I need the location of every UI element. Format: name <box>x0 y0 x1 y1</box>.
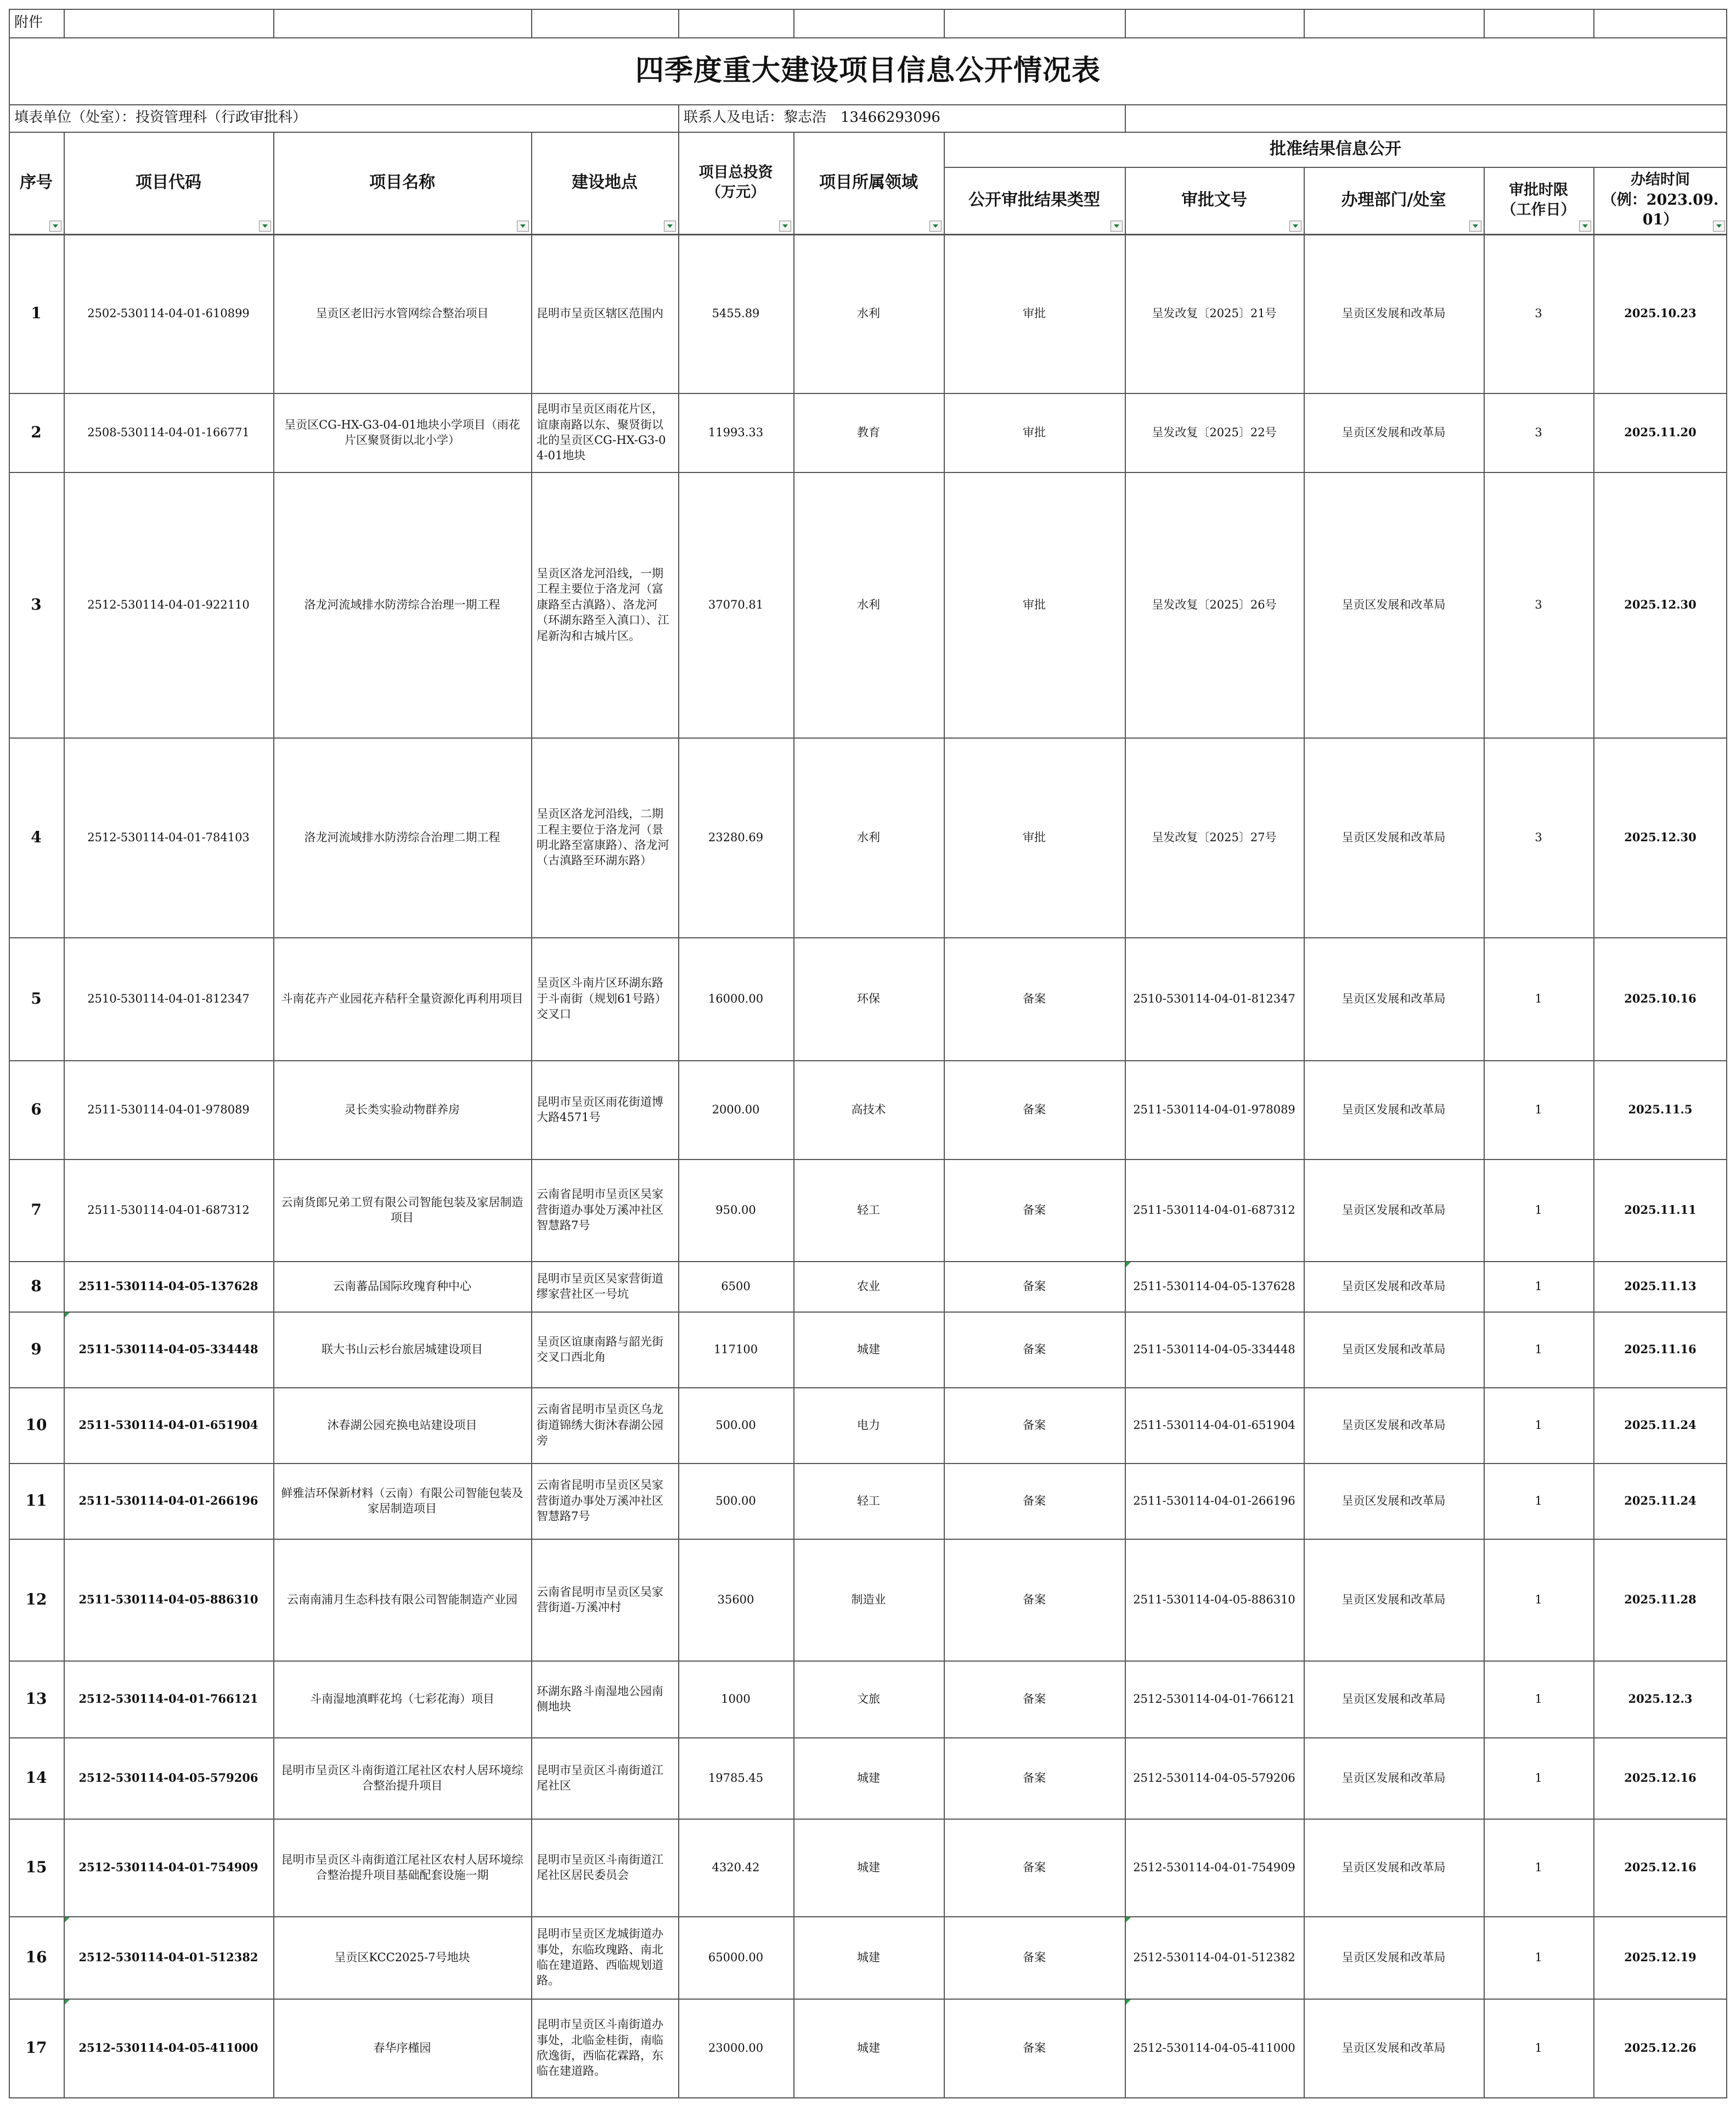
grid-line <box>9 104 1727 105</box>
approval-time-limit: 1 <box>1535 1102 1542 1116</box>
construction-site: 呈贡区斗南片区环湖东路于斗南街（规划61号路）交叉口 <box>537 976 667 1021</box>
filter-dropdown-icon[interactable] <box>929 221 942 232</box>
handling-dept: 呈贡区发展和改革局 <box>1342 1342 1446 1356</box>
column-header: 公开审批结果类型 <box>968 190 1100 210</box>
approval-time-limit: 1 <box>1535 1342 1542 1356</box>
grid-line <box>9 37 1727 38</box>
grid-line <box>1125 104 1126 132</box>
grid-line <box>531 234 532 2097</box>
spreadsheet <box>9 9 1727 2096</box>
result-type: 备案 <box>1023 992 1046 1005</box>
project-code: 2512-530114-04-01-766121 <box>78 1691 258 1706</box>
grid-line <box>1726 37 1727 104</box>
grid-line <box>9 37 10 104</box>
handling-dept: 呈贡区发展和改革局 <box>1342 1950 1446 1964</box>
approval-time-limit: 1 <box>1535 1771 1542 1785</box>
result-type: 审批 <box>1023 598 1046 611</box>
total-investment: 19785.45 <box>708 1771 764 1785</box>
result-type: 备案 <box>1023 1494 1046 1507</box>
project-code: 2512-530114-04-01-784103 <box>87 830 250 844</box>
grid-line <box>678 104 679 132</box>
grid-line <box>1484 9 1485 37</box>
result-type: 备案 <box>1023 1342 1046 1356</box>
row-number: 7 <box>31 1201 42 1219</box>
project-field: 农业 <box>857 1279 880 1293</box>
row-number: 15 <box>25 1858 47 1877</box>
handling-dept: 呈贡区发展和改革局 <box>1342 1592 1446 1606</box>
filter-dropdown-icon[interactable] <box>664 221 676 232</box>
column-header: 项目总投资 （万元） <box>698 164 773 201</box>
project-name: 洛龙河流域排水防涝综合治理二期工程 <box>304 830 500 844</box>
row-number: 14 <box>25 1769 47 1787</box>
approval-doc-no: 呈发改复〔2025〕26号 <box>1152 598 1277 611</box>
construction-site: 呈贡区洛龙河沿线，二期工程主要位于洛龙河（景明北路至富康路）、洛龙河（古滇路至环湖东路） <box>537 807 669 868</box>
project-name: 洛龙河流域排水防涝综合治理一期工程 <box>304 598 500 611</box>
project-code: 2510-530114-04-01-812347 <box>87 992 250 1005</box>
handling-dept: 呈贡区发展和改革局 <box>1342 1102 1446 1116</box>
grid-line <box>1726 9 1727 37</box>
result-type: 备案 <box>1023 1203 1046 1217</box>
approval-doc-no: 呈发改复〔2025〕21号 <box>1152 306 1277 320</box>
approval-doc-no: 2511-530114-04-01-687312 <box>1133 1203 1295 1217</box>
approval-time-limit: 1 <box>1535 1692 1542 1706</box>
grid-line <box>1304 9 1305 37</box>
project-field: 水利 <box>857 830 880 844</box>
construction-site: 昆明市呈贡区斗南街道江尾社区 <box>537 1763 663 1792</box>
approval-time-limit: 3 <box>1535 830 1542 844</box>
completion-date: 2025.11.24 <box>1624 1493 1696 1507</box>
construction-site: 昆明市呈贡区雨花片区，谊康南路以东、聚贤街以北的呈贡区CG-HX-G3-04-01地块 <box>537 402 666 463</box>
project-code: 2512-530114-04-01-754909 <box>78 1860 258 1874</box>
result-type: 备案 <box>1023 2041 1046 2055</box>
completion-date: 2025.11.13 <box>1624 1279 1696 1293</box>
approval-doc-no: 呈发改复〔2025〕22号 <box>1152 425 1277 439</box>
completion-date: 2025.11.28 <box>1624 1592 1696 1606</box>
grid-line <box>944 234 945 2097</box>
cell-indicator-icon <box>65 1917 70 1922</box>
grid-line <box>1125 234 1126 2097</box>
handling-dept: 呈贡区发展和改革局 <box>1342 425 1446 439</box>
cell-indicator-icon <box>65 2000 70 2005</box>
approval-doc-no: 2511-530114-04-05-137628 <box>1133 1279 1295 1293</box>
project-field: 城建 <box>857 2041 880 2055</box>
result-type: 审批 <box>1023 830 1046 844</box>
filter-dropdown-icon[interactable] <box>259 221 271 232</box>
project-field: 高技术 <box>851 1102 886 1116</box>
filter-dropdown-icon[interactable] <box>517 221 529 232</box>
filter-dropdown-icon[interactable] <box>779 221 791 232</box>
column-header: 项目所属领域 <box>819 172 918 192</box>
construction-site: 呈贡区洛龙河沿线，一期工程主要位于洛龙河（富康路至古滇路）、洛龙河（环湖东路至入滇口）、江尾新沟和古城片区。 <box>537 567 669 643</box>
total-investment: 2000.00 <box>712 1102 760 1116</box>
result-type: 审批 <box>1023 306 1046 320</box>
project-name: 呈贡区CG-HX-G3-04-01地块小学项目（雨花片区聚贤街以北小学） <box>284 418 520 447</box>
result-type: 备案 <box>1023 1102 1046 1116</box>
handling-dept: 呈贡区发展和改革局 <box>1342 1418 1446 1432</box>
project-name: 云南货郎兄弟工贸有限公司智能包装及家居制造项目 <box>281 1195 523 1224</box>
project-code: 2508-530114-04-01-166771 <box>87 425 250 439</box>
row-number: 6 <box>31 1100 42 1119</box>
total-investment: 6500 <box>721 1279 751 1293</box>
row-number: 12 <box>25 1590 47 1609</box>
result-type: 备案 <box>1023 1692 1046 1706</box>
project-field: 制造业 <box>851 1592 886 1606</box>
project-name: 春华序槿园 <box>373 2041 431 2055</box>
cell-indicator-icon <box>1126 2000 1131 2005</box>
approval-doc-no: 2510-530114-04-01-812347 <box>1133 992 1295 1005</box>
column-header: 项目代码 <box>136 172 201 192</box>
approval-doc-no: 2512-530114-04-05-579206 <box>1133 1771 1295 1785</box>
completion-date: 2025.12.16 <box>1624 1860 1696 1874</box>
cell-indicator-icon <box>65 1313 70 1318</box>
grid-line <box>531 9 532 37</box>
grid-line <box>1726 234 1727 2097</box>
cell-indicator-icon <box>1126 1917 1131 1922</box>
grid-line <box>1593 234 1594 2097</box>
completion-date: 2025.12.16 <box>1624 1770 1696 1785</box>
project-field: 城建 <box>857 1771 880 1785</box>
handling-dept: 呈贡区发展和改革局 <box>1342 992 1446 1005</box>
construction-site: 昆明市呈贡区斗南街道江尾社区居民委员会 <box>537 1853 663 1882</box>
approval-time-limit: 1 <box>1535 1950 1542 1964</box>
grid-line <box>678 234 679 2097</box>
handling-dept: 呈贡区发展和改革局 <box>1342 2041 1446 2055</box>
result-type: 审批 <box>1023 425 1046 439</box>
filter-dropdown-icon[interactable] <box>1289 221 1301 232</box>
approval-time-limit: 3 <box>1535 425 1542 439</box>
approval-time-limit: 1 <box>1535 1203 1542 1217</box>
project-code: 2512-530114-04-01-922110 <box>87 598 250 611</box>
total-investment: 37070.81 <box>708 598 764 611</box>
total-investment: 23280.69 <box>708 830 764 844</box>
handling-dept: 呈贡区发展和改革局 <box>1342 1279 1446 1293</box>
construction-site: 云南省昆明市呈贡区吴家营街道办事处万溪冲社区智慧路7号 <box>537 1478 663 1523</box>
total-investment: 4320.42 <box>712 1860 760 1874</box>
column-header: 建设地点 <box>572 172 638 192</box>
grid-line <box>1484 234 1485 2097</box>
row-number: 1 <box>31 304 42 323</box>
row-number: 5 <box>31 989 42 1008</box>
approval-time-limit: 1 <box>1535 992 1542 1005</box>
project-field: 城建 <box>857 1860 880 1874</box>
filter-dropdown-icon[interactable] <box>1469 221 1481 232</box>
approval-time-limit: 1 <box>1535 1279 1542 1293</box>
grid-line <box>273 9 274 37</box>
handling-dept: 呈贡区发展和改革局 <box>1342 830 1446 844</box>
project-field: 城建 <box>857 1950 880 1964</box>
grid-line <box>944 9 945 37</box>
row-number: 13 <box>25 1690 47 1708</box>
construction-site: 昆明市呈贡区雨花街道博大路4571号 <box>537 1095 663 1124</box>
total-investment: 23000.00 <box>708 2041 764 2055</box>
handling-dept: 呈贡区发展和改革局 <box>1342 1203 1446 1217</box>
approval-time-limit: 1 <box>1535 1860 1542 1874</box>
total-investment: 500.00 <box>715 1418 756 1432</box>
project-code: 2511-530114-04-01-651904 <box>78 1417 258 1432</box>
grid-line <box>9 9 10 37</box>
total-investment: 11993.33 <box>708 425 764 439</box>
column-header: 办结时间 （例：2023.09.01） <box>1602 171 1719 229</box>
approval-time-limit: 3 <box>1535 306 1542 320</box>
completion-date: 2025.11.11 <box>1624 1202 1696 1217</box>
grid-line <box>273 234 274 2097</box>
completion-date: 2025.12.30 <box>1624 830 1696 844</box>
group-header: 批准结果信息公开 <box>1270 139 1401 159</box>
grid-line <box>9 104 10 132</box>
approval-doc-no: 2511-530114-04-01-978089 <box>1133 1102 1295 1116</box>
completion-date: 2025.11.24 <box>1624 1417 1696 1432</box>
project-name: 斗南花卉产业园花卉秸秆全量资源化再利用项目 <box>281 992 523 1005</box>
approval-doc-no: 2512-530114-04-01-512382 <box>1133 1950 1295 1964</box>
approval-doc-no: 呈发改复〔2025〕27号 <box>1152 830 1277 844</box>
result-type: 备案 <box>1023 1592 1046 1606</box>
table-title: 四季度重大建设项目信息公开情况表 <box>635 53 1101 87</box>
grid-line <box>793 234 794 2097</box>
row-number: 3 <box>31 595 42 614</box>
total-investment: 65000.00 <box>708 1950 764 1964</box>
total-investment: 5455.89 <box>712 306 760 320</box>
grid-line <box>9 9 1727 10</box>
project-code: 2511-530114-04-01-978089 <box>87 1102 250 1116</box>
approval-time-limit: 3 <box>1535 598 1542 611</box>
project-name: 昆明市呈贡区斗南街道江尾社区农村人居环境综合整治提升项目基础配套设施一期 <box>281 1853 523 1882</box>
grid-line <box>793 9 794 37</box>
column-header: 序号 <box>20 172 53 192</box>
filter-dropdown-icon[interactable] <box>49 221 61 232</box>
project-code: 2512-530114-04-05-579206 <box>78 1770 258 1785</box>
approval-doc-no: 2511-530114-04-05-334448 <box>1133 1342 1295 1356</box>
project-field: 城建 <box>857 1342 880 1356</box>
project-name: 灵长类实验动物群养房 <box>345 1102 460 1116</box>
project-code: 2511-530114-04-05-137628 <box>78 1279 258 1293</box>
project-code: 2511-530114-04-05-886310 <box>78 1592 258 1606</box>
row-number: 17 <box>25 2039 47 2057</box>
total-investment: 500.00 <box>715 1494 756 1507</box>
result-type: 备案 <box>1023 1279 1046 1293</box>
completion-date: 2025.12.19 <box>1624 1950 1696 1964</box>
project-code: 2502-530114-04-01-610899 <box>87 306 250 320</box>
handling-dept: 呈贡区发展和改革局 <box>1342 306 1446 320</box>
completion-date: 2025.12.30 <box>1624 597 1696 611</box>
row-number: 16 <box>25 1948 47 1967</box>
completion-date: 2025.11.20 <box>1624 425 1696 439</box>
project-name: 呈贡区KCC2025-7号地块 <box>334 1950 470 1964</box>
total-investment: 950.00 <box>715 1203 756 1217</box>
total-investment: 16000.00 <box>708 992 764 1005</box>
project-name: 斗南湿地滇畔花坞（七彩花海）项目 <box>310 1692 494 1706</box>
approval-time-limit: 1 <box>1535 1418 1542 1432</box>
construction-site: 云南省昆明市呈贡区吴家营街道办事处万溪冲社区智慧路7号 <box>537 1187 663 1232</box>
total-investment: 1000 <box>721 1692 751 1706</box>
handling-dept: 呈贡区发展和改革局 <box>1342 598 1446 611</box>
handling-dept: 呈贡区发展和改革局 <box>1342 1860 1446 1874</box>
completion-date: 2025.11.5 <box>1628 1102 1693 1116</box>
grid-line <box>64 9 65 37</box>
grid-line <box>64 234 65 2097</box>
construction-site: 云南省昆明市呈贡区吴家营街道-万溪冲村 <box>537 1585 663 1614</box>
filter-dropdown-icon[interactable] <box>1579 221 1591 232</box>
handling-dept: 呈贡区发展和改革局 <box>1342 1771 1446 1785</box>
project-name: 呈贡区老旧污水管网综合整治项目 <box>315 306 489 320</box>
project-name: 联大书山云杉台旅居城建设项目 <box>322 1342 483 1356</box>
project-field: 水利 <box>857 306 880 320</box>
completion-date: 2025.12.26 <box>1624 2040 1696 2055</box>
total-investment: 35600 <box>717 1592 754 1606</box>
column-header: 审批时限 （工作日） <box>1501 181 1576 218</box>
approval-time-limit: 1 <box>1535 1494 1542 1507</box>
grid-line <box>1304 234 1305 2097</box>
grid-line <box>1125 9 1126 37</box>
project-field: 文旅 <box>857 1692 880 1706</box>
construction-site: 昆明市呈贡区辖区范围内 <box>537 306 663 320</box>
contact-info: 联系人及电话：黎志浩 13466293096 <box>684 109 940 126</box>
project-name: 云南南浦月生态科技有限公司智能制造产业园 <box>287 1592 517 1606</box>
construction-site: 昆明市呈贡区龙城街道办事处，东临玫瑰路、南北临在建道路、西临规划道路。 <box>537 1927 663 1988</box>
handling-dept: 呈贡区发展和改革局 <box>1342 1494 1446 1507</box>
construction-site: 呈贡区谊康南路与韶光街交叉口西北角 <box>537 1335 663 1364</box>
fill-unit: 填表单位（处室）：投资管理科（行政审批科） <box>14 109 307 126</box>
approval-doc-no: 2512-530114-04-05-411000 <box>1133 2041 1295 2055</box>
project-name: 昆明市呈贡区斗南街道江尾社区农村人居环境综合整治提升项目 <box>281 1763 523 1792</box>
attachment-label: 附件 <box>14 14 43 31</box>
project-code: 2511-530114-04-05-334448 <box>78 1342 258 1356</box>
result-type: 备案 <box>1023 1950 1046 1964</box>
approval-time-limit: 1 <box>1535 1592 1542 1606</box>
project-code: 2511-530114-04-01-266196 <box>78 1493 258 1507</box>
project-code: 2512-530114-04-05-411000 <box>78 2040 258 2055</box>
result-type: 备案 <box>1023 1771 1046 1785</box>
grid-line <box>1726 104 1727 132</box>
row-number: 9 <box>31 1340 42 1359</box>
approval-doc-no: 2512-530114-04-01-766121 <box>1133 1692 1295 1706</box>
project-field: 轻工 <box>857 1494 880 1507</box>
project-field: 轻工 <box>857 1203 880 1217</box>
project-field: 水利 <box>857 598 880 611</box>
grid-line <box>9 2097 1727 2098</box>
project-field: 环保 <box>857 992 880 1005</box>
project-name: 鲜雅洁环保新材料（云南）有限公司智能包装及家居制造项目 <box>281 1486 523 1515</box>
handling-dept: 呈贡区发展和改革局 <box>1342 1692 1446 1706</box>
column-header: 项目名称 <box>369 172 435 192</box>
construction-site: 昆明市呈贡区吴家营街道缪家营社区一号坑 <box>537 1271 663 1301</box>
approval-time-limit: 1 <box>1535 2041 1542 2055</box>
completion-date: 2025.10.16 <box>1624 991 1696 1005</box>
total-investment: 117100 <box>713 1342 758 1356</box>
grid-line <box>678 9 679 37</box>
cell-indicator-icon <box>1126 1262 1131 1267</box>
column-header: 审批文号 <box>1181 190 1247 210</box>
result-type: 备案 <box>1023 1860 1046 1874</box>
approval-doc-no: 2512-530114-04-01-754909 <box>1133 1860 1295 1874</box>
project-name: 沐春湖公园充换电站建设项目 <box>327 1418 477 1432</box>
column-header: 办理部门/处室 <box>1341 190 1446 210</box>
approval-doc-no: 2511-530114-04-05-886310 <box>1133 1592 1295 1606</box>
completion-date: 2025.11.16 <box>1624 1342 1696 1356</box>
row-number: 8 <box>31 1277 42 1296</box>
row-number: 4 <box>31 828 42 847</box>
project-field: 电力 <box>857 1418 880 1432</box>
filter-dropdown-icon[interactable] <box>1713 221 1725 232</box>
grid-line <box>1593 9 1594 37</box>
result-type: 备案 <box>1023 1418 1046 1432</box>
construction-site: 环湖东路斗南湿地公园南侧地块 <box>537 1684 663 1713</box>
project-name: 云南蕃品国际玫瑰育种中心 <box>333 1279 471 1293</box>
project-field: 教育 <box>857 425 880 439</box>
grid-line <box>9 234 10 2097</box>
approval-doc-no: 2511-530114-04-01-651904 <box>1133 1418 1295 1432</box>
approval-doc-no: 2511-530114-04-01-266196 <box>1133 1494 1295 1507</box>
completion-date: 2025.12.3 <box>1628 1691 1693 1706</box>
completion-date: 2025.10.23 <box>1624 306 1696 320</box>
project-code: 2511-530114-04-01-687312 <box>87 1203 250 1217</box>
project-code: 2512-530114-04-01-512382 <box>78 1950 258 1964</box>
row-number: 10 <box>25 1416 47 1434</box>
row-number: 2 <box>31 423 42 442</box>
row-number: 11 <box>25 1491 47 1510</box>
construction-site: 云南省昆明市呈贡区乌龙街道锦绣大街沐春湖公园旁 <box>537 1403 663 1448</box>
filter-dropdown-icon[interactable] <box>1111 221 1123 232</box>
construction-site: 昆明市呈贡区斗南街道办事处，北临金桂街，南临欣逸街，西临花霖路，东临在建道路。 <box>537 2018 663 2078</box>
